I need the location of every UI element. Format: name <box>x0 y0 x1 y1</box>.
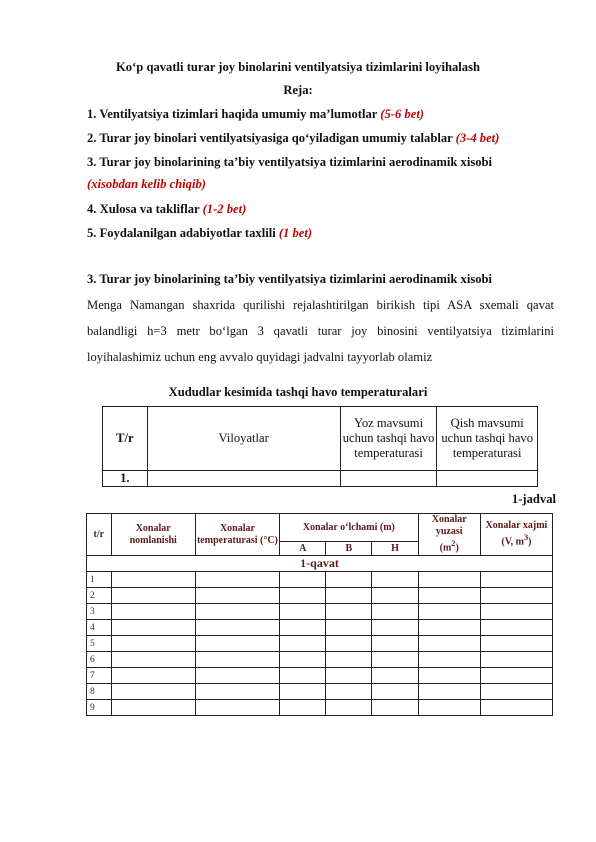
table-row <box>87 684 553 700</box>
table-cell <box>195 652 279 668</box>
table-cell <box>480 700 552 716</box>
table-row <box>87 700 553 716</box>
table2-header-a: A <box>280 542 326 556</box>
plan-item-pages: (xisobdan kelib chiqib) <box>87 177 206 191</box>
table-cell <box>111 636 195 652</box>
table-cell <box>372 684 418 700</box>
table-cell <box>372 572 418 588</box>
table-cell <box>418 588 480 604</box>
table-cell <box>326 652 372 668</box>
table-cell <box>195 684 279 700</box>
table2-header-name: Xonalar nomlanishi <box>111 514 195 556</box>
table-cell <box>372 668 418 684</box>
table2-header-b: B <box>326 542 372 556</box>
table-row <box>87 588 553 604</box>
table-cell <box>280 668 326 684</box>
table1-header-region: Viloyatlar <box>147 407 340 471</box>
table-cell <box>111 684 195 700</box>
table-row <box>87 604 553 620</box>
table-cell <box>326 572 372 588</box>
table-cell <box>111 604 195 620</box>
table-cell <box>111 652 195 668</box>
table-cell <box>195 604 279 620</box>
table-cell <box>280 684 326 700</box>
table-cell <box>280 588 326 604</box>
table-cell <box>280 620 326 636</box>
document-title: Ko‘p qavatli turar joy binolarini ventilyatsiya tizimlarini loyihalash <box>116 60 480 74</box>
table1-header-num: T/r <box>103 407 148 471</box>
table-cell <box>147 471 340 487</box>
paragraph-line: loyihalashimiz uchun eng avvalo quyidagi jadvalni tayyorlab olamiz <box>87 350 433 364</box>
table-cell <box>372 700 418 716</box>
table-cell: 1. <box>103 471 148 487</box>
table-cell <box>418 572 480 588</box>
table-cell <box>326 668 372 684</box>
table-row <box>87 668 553 684</box>
table-cell <box>372 604 418 620</box>
row-number: 8 <box>87 684 112 700</box>
table-cell <box>480 668 552 684</box>
table-cell <box>480 620 552 636</box>
table-cell <box>372 636 418 652</box>
table-cell <box>418 636 480 652</box>
table-row <box>87 652 553 668</box>
table-cell <box>480 636 552 652</box>
table-cell <box>480 572 552 588</box>
table-cell <box>480 652 552 668</box>
table-cell <box>195 700 279 716</box>
table2-header-dims: Xonalar o‘lchami (m) <box>280 514 418 542</box>
table2-header-num: t/r <box>87 514 112 556</box>
table-cell <box>418 604 480 620</box>
body-paragraph <box>87 292 554 370</box>
table-cell <box>195 588 279 604</box>
plan-heading: Reja: <box>283 83 313 97</box>
table-cell <box>111 668 195 684</box>
temperature-table <box>102 406 538 487</box>
table-cell <box>480 588 552 604</box>
table-cell <box>418 668 480 684</box>
table2-label: 1-jadval <box>511 492 556 506</box>
paragraph-line: balandligi h=3 metr bo‘lgan 3 qavatli turar joy binosini ventilyatsiya tizimlarini <box>87 324 554 338</box>
row-number: 2 <box>87 588 112 604</box>
table-cell <box>480 684 552 700</box>
section-heading: 3. Turar joy binolarining ta’biy ventilyatsiya tizimlarini aerodinamik xisobi <box>87 272 493 286</box>
table-cell <box>372 652 418 668</box>
table-cell <box>418 620 480 636</box>
table-cell <box>195 620 279 636</box>
table2-header-volume: Xonalar xajmi (V, $m^3$) <box>480 514 552 556</box>
table-cell <box>280 636 326 652</box>
table-row <box>103 471 538 487</box>
table-cell <box>437 471 538 487</box>
plan-item: 3. Turar joy binolarining ta’biy ventilyatsiya tizimlarini aerodinamik xisobi <box>87 155 493 169</box>
table-cell <box>372 588 418 604</box>
table-cell <box>111 620 195 636</box>
table1-header-winter: Qish mavsumi uchun tashqi havo temperaturasi <box>437 407 538 471</box>
table-cell <box>372 620 418 636</box>
row-number: 6 <box>87 652 112 668</box>
table-cell <box>418 684 480 700</box>
table-cell <box>326 588 372 604</box>
table-cell <box>195 668 279 684</box>
plan-item: 5. Foydalanilgan adabiyotlar taxlili (1 bet) <box>87 226 313 240</box>
plan-item: 2. Turar joy binolari ventilyatsiyasiga qo‘yiladigan umumiy talablar (3-4 bet) <box>87 131 500 145</box>
table-cell <box>326 684 372 700</box>
table-cell <box>280 700 326 716</box>
row-number: 5 <box>87 636 112 652</box>
plan-item: 4. Xulosa va takliflar (1-2 bet) <box>87 202 247 216</box>
row-number: 3 <box>87 604 112 620</box>
paragraph-line: Menga Namangan shaxrida qurilishi rejalashtirilgan birikish tipi ASA sxemali qavat <box>87 298 554 312</box>
table1-header-summer: Yoz mavsumi uchun tashqi havo temperaturasi <box>340 407 437 471</box>
plan-item: 1. Ventilyatsiya tizimlari haqida umumiy ma’lumotlar (5-6 bet) <box>87 107 425 121</box>
row-number: 4 <box>87 620 112 636</box>
table-cell <box>195 572 279 588</box>
row-number: 9 <box>87 700 112 716</box>
table-cell <box>111 700 195 716</box>
row-number: 7 <box>87 668 112 684</box>
floor-label: 1-qavat <box>87 556 553 572</box>
table1-caption: Xududlar kesimida tashqi havo temperaturalari <box>168 385 428 399</box>
table-cell <box>195 636 279 652</box>
table-cell <box>280 652 326 668</box>
table-cell <box>480 604 552 620</box>
table-cell <box>340 471 437 487</box>
table-cell <box>326 636 372 652</box>
table-cell <box>326 700 372 716</box>
table-cell <box>280 604 326 620</box>
table-cell <box>418 700 480 716</box>
table-cell <box>111 572 195 588</box>
table-row <box>87 636 553 652</box>
table-row <box>87 572 553 588</box>
table-cell <box>280 572 326 588</box>
table2-header-h: H <box>372 542 418 556</box>
table-cell <box>111 588 195 604</box>
table-cell <box>326 620 372 636</box>
table-cell <box>326 604 372 620</box>
row-number: 1 <box>87 572 112 588</box>
table2-header-temp: Xonalar temperaturasi (°C) <box>195 514 279 556</box>
table2-header-area: Xonalar yuzasi $(m^2)$ <box>418 514 480 556</box>
table-cell <box>418 652 480 668</box>
rooms-table <box>86 513 553 716</box>
table-row <box>87 620 553 636</box>
